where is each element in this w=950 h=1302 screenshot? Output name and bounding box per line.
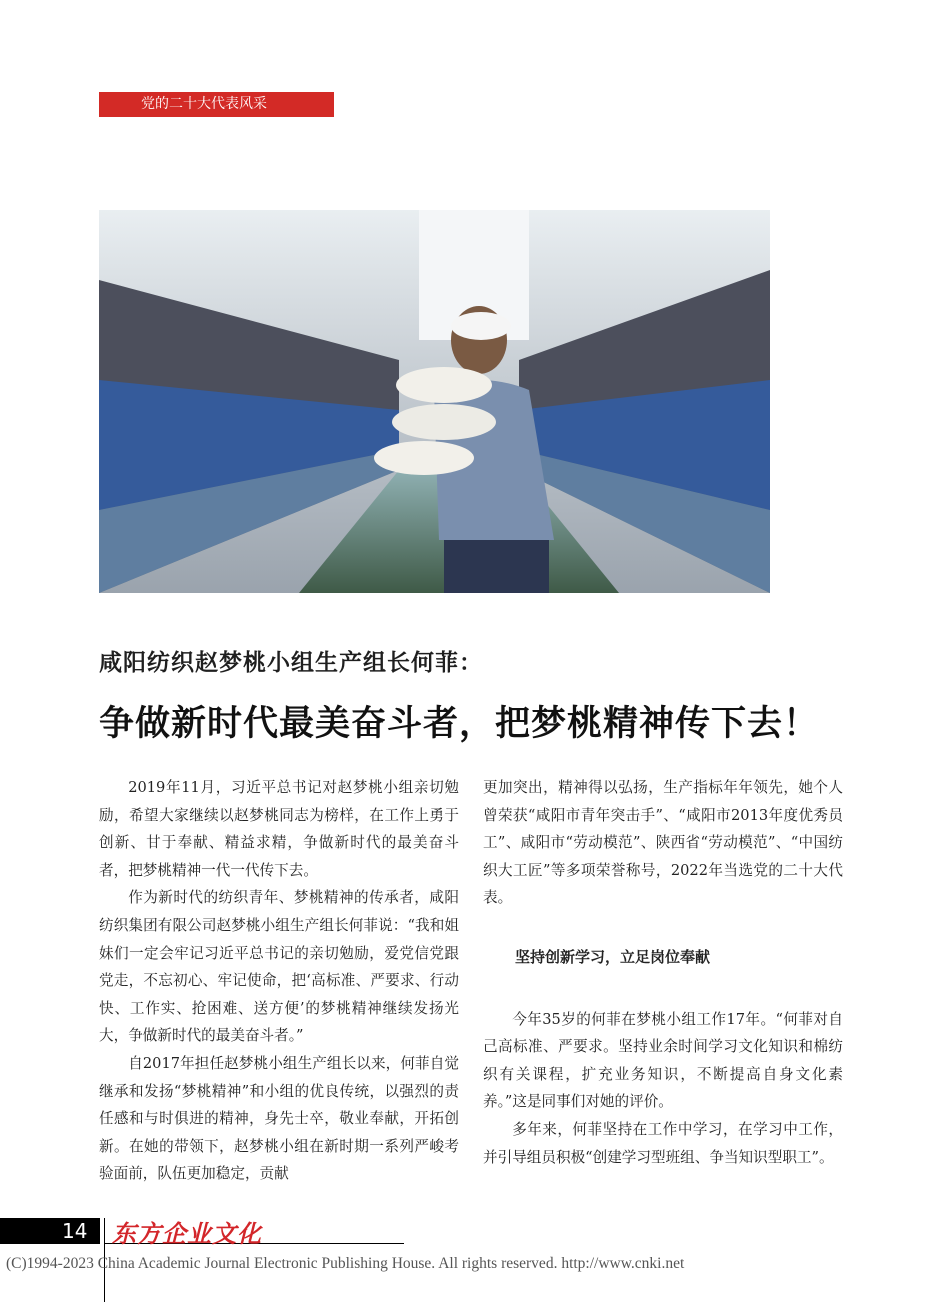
section-tag: 党的二十大代表风采 — [99, 92, 334, 117]
article-column-right — [483, 774, 843, 1171]
paragraph: 自2017年担任赵梦桃小组生产组长以来，何菲自觉继承和发扬“梦桃精神”和小组的优良传统，以强烈的责任感和与时俱进的精神，身先士卒，敬业奉献，开拓创新。在她的带领下，赵梦桃小组在新时期一系列严峻考验面前，队伍更加稳定，贡献 — [99, 1054, 459, 1183]
magazine-logo: 东方企业文化 — [112, 1219, 262, 1248]
article-photo — [99, 210, 770, 593]
paragraph-continuation: 更加突出，精神得以弘扬，生产指标年年领先，她个人曾荣获“咸阳市青年突击手”、“咸阳市2013年度优秀员工”、咸阳市“劳动模范”、陕西省“劳动模范”、“中国纺织大工匠”等多项荣誉称号，2022年当选党的二十大代表。 — [483, 779, 843, 907]
copyright-notice: (C)1994-2023 China Academic Journal Electronic Publishing House. All rights reserved. http://www.cnki.net — [6, 1255, 685, 1272]
paragraph: 多年来，何菲坚持在工作中学习，在学习中工作，并引导组员积极“创建学习型班组、争当知识型职工”。 — [483, 1120, 843, 1166]
section-subheading: 坚持创新学习，立足岗位奉献 — [515, 947, 711, 966]
paragraph: 今年35岁的何菲在梦桃小组工作17年。“何菲对自己高标准、严要求。坚持业余时间学习文化知识和棉纺织有关课程，扩充业务知识，不断提高自身文化素养。”这是同事们对她的评价。 — [483, 1010, 843, 1111]
page-number: 14 — [62, 1219, 88, 1243]
article-headline: 争做新时代最美奋斗者，把梦桃精神传下去！ — [99, 704, 820, 744]
paragraph: 作为新时代的纺织青年、梦桃精神的传承者，咸阳纺织集团有限公司赵梦桃小组生产组长何菲说：“我和姐妹们一定会牢记习近平总书记的亲切勉励，爱党信党跟党走，不忘初心、牢记使命，把‘高标准、严要求、行动快、工作实、抢困难、送方便’的梦桃精神继续发扬光大，争做新时代的最美奋斗者。” — [99, 889, 459, 1045]
paragraph: 2019年11月，习近平总书记对赵梦桃小组亲切勉励，希望大家继续以赵梦桃同志为榜样，在工作上勇于创新、甘于奉献、精益求精，争做新时代的最美奋斗者，把梦桃精神一代一代传下去。 — [99, 779, 459, 879]
article-kicker: 咸阳纺织赵梦桃小组生产组长何菲： — [99, 649, 483, 676]
article-column-left — [99, 774, 459, 1188]
